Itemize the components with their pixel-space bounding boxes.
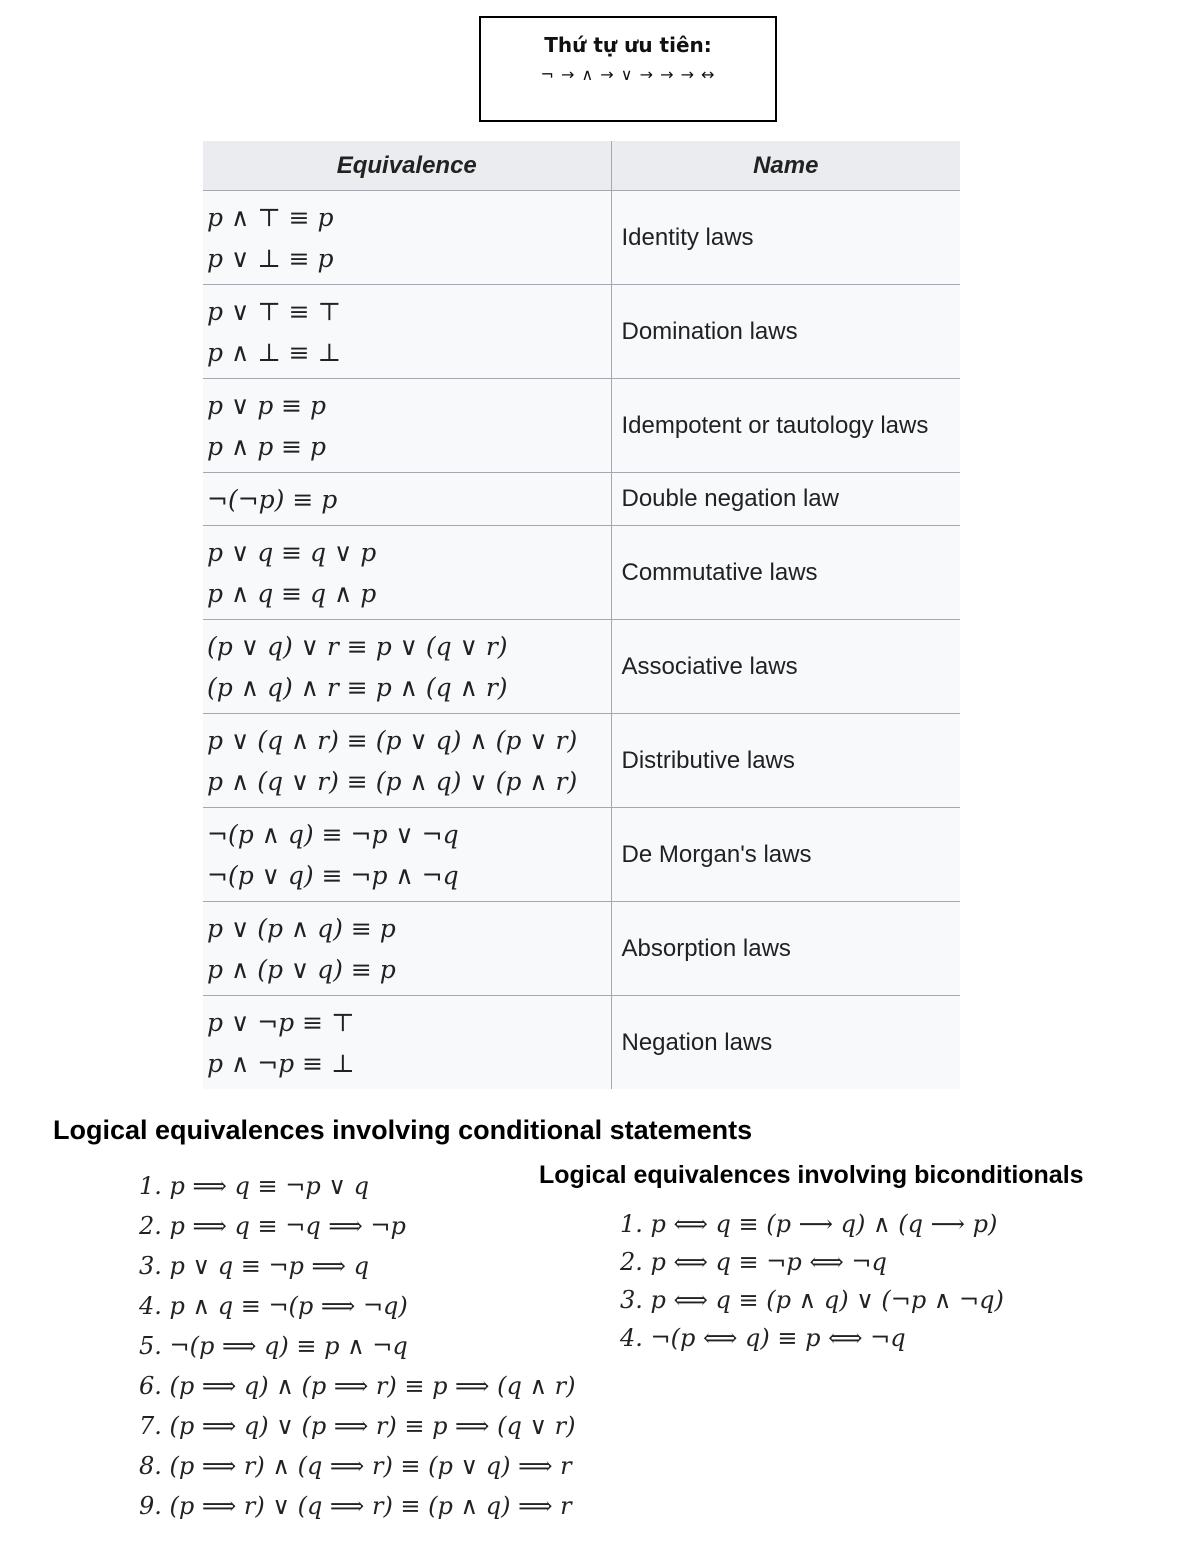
list-item: 8. (p ⟹ r) ∧ (q ⟹ r) ≡ (p ∨ q) ⟹ r: [139, 1452, 572, 1480]
equivalence-formula: p ∨ ¬p ≡ ⊤: [207, 1007, 355, 1037]
law-name: Absorption laws: [611, 902, 960, 996]
law-name: Associative laws: [611, 620, 960, 714]
list-item: 1. p ⟹ q ≡ ¬p ∨ q: [139, 1172, 369, 1200]
table-row: [203, 191, 960, 285]
list-item: 2. p ⟺ q ≡ ¬p ⟺ ¬q: [620, 1248, 887, 1276]
equivalence-formula: p ∧ ⊥ ≡ ⊥: [207, 337, 342, 367]
equivalence-table: [203, 141, 960, 1089]
header-equivalence: Equivalence: [203, 141, 611, 191]
law-name: De Morgan's laws: [611, 808, 960, 902]
law-name: Commutative laws: [611, 526, 960, 620]
equivalence-formula: p ∨ (q ∧ r) ≡ (p ∨ q) ∧ (p ∨ r): [207, 725, 578, 755]
conditional-section-title: Logical equivalences involving conditional statements: [53, 1115, 753, 1145]
equivalence-formula: p ∧ (p ∨ q) ≡ p: [207, 954, 396, 984]
equivalence-formula: ¬(p ∨ q) ≡ ¬p ∧ ¬q: [207, 860, 459, 890]
priority-title: Thứ tự ưu tiên:: [544, 33, 712, 57]
biconditional-list: [620, 1205, 1004, 1357]
list-item: 9. (p ⟹ r) ∨ (q ⟹ r) ≡ (p ∧ q) ⟹ r: [139, 1492, 572, 1520]
equivalence-formula: p ∧ q ≡ q ∧ p: [207, 578, 377, 608]
table-row: [203, 714, 960, 808]
law-name: Identity laws: [611, 191, 960, 285]
law-name: Distributive laws: [611, 714, 960, 808]
equivalence-formula: (p ∧ q) ∧ r ≡ p ∧ (q ∧ r): [207, 672, 508, 702]
table-row: [203, 526, 960, 620]
law-name: Idempotent or tautology laws: [611, 379, 960, 473]
equivalence-formula: p ∨ q ≡ q ∨ p: [207, 537, 377, 567]
list-item: 2. p ⟹ q ≡ ¬q ⟹ ¬p: [139, 1212, 406, 1240]
list-item: 5. ¬(p ⟹ q) ≡ p ∧ ¬q: [139, 1332, 408, 1360]
equivalence-formula: p ∧ ⊤ ≡ p: [207, 202, 334, 232]
table-row: [203, 620, 960, 714]
list-item: 3. p ∨ q ≡ ¬p ⟹ q: [139, 1252, 369, 1280]
header-name: Name: [611, 141, 960, 191]
equivalence-formula: (p ∨ q) ∨ r ≡ p ∨ (q ∨ r): [207, 631, 508, 661]
equivalence-formula: p ∨ ⊤ ≡ ⊤: [207, 296, 342, 326]
list-item: 4. p ∧ q ≡ ¬(p ⟹ ¬q): [139, 1292, 408, 1320]
priority-box: [479, 16, 777, 122]
conditional-list: [139, 1166, 575, 1526]
equivalence-formula: p ∨ ⊥ ≡ p: [207, 243, 334, 273]
equivalence-formula: ¬(p ∧ q) ≡ ¬p ∨ ¬q: [207, 819, 459, 849]
list-item: 3. p ⟺ q ≡ (p ∧ q) ∨ (¬p ∧ ¬q): [620, 1286, 1004, 1314]
law-name: Domination laws: [611, 285, 960, 379]
biconditional-section-title: Logical equivalences involving biconditionals: [539, 1161, 1084, 1189]
table-row: [203, 996, 960, 1090]
list-item: 6. (p ⟹ q) ∧ (p ⟹ r) ≡ p ⟹ (q ∧ r): [139, 1372, 576, 1400]
equivalence-formula: p ∨ (p ∧ q) ≡ p: [207, 913, 396, 943]
table-row: [203, 473, 960, 526]
law-name: Negation laws: [611, 996, 960, 1090]
priority-order: ¬ → ∧ → ∨ → → → ↔: [540, 65, 716, 84]
equivalence-formula: p ∧ ¬p ≡ ⊥: [207, 1048, 355, 1078]
equivalence-formula: ¬(¬p) ≡ p: [207, 484, 338, 514]
table-row: [203, 808, 960, 902]
table-row: [203, 285, 960, 379]
equivalence-formula: p ∨ p ≡ p: [207, 390, 327, 420]
list-item: 7. (p ⟹ q) ∨ (p ⟹ r) ≡ p ⟹ (q ∨ r): [139, 1412, 576, 1440]
equivalence-formula: p ∧ p ≡ p: [207, 431, 327, 461]
table-row: [203, 379, 960, 473]
law-name: Double negation law: [611, 473, 960, 526]
list-item: 4. ¬(p ⟺ q) ≡ p ⟺ ¬q: [620, 1324, 906, 1352]
table-row: [203, 902, 960, 996]
equivalence-formula: p ∧ (q ∨ r) ≡ (p ∧ q) ∨ (p ∧ r): [207, 766, 578, 796]
list-item: 1. p ⟺ q ≡ (p ⟶ q) ∧ (q ⟶ p): [620, 1210, 998, 1238]
